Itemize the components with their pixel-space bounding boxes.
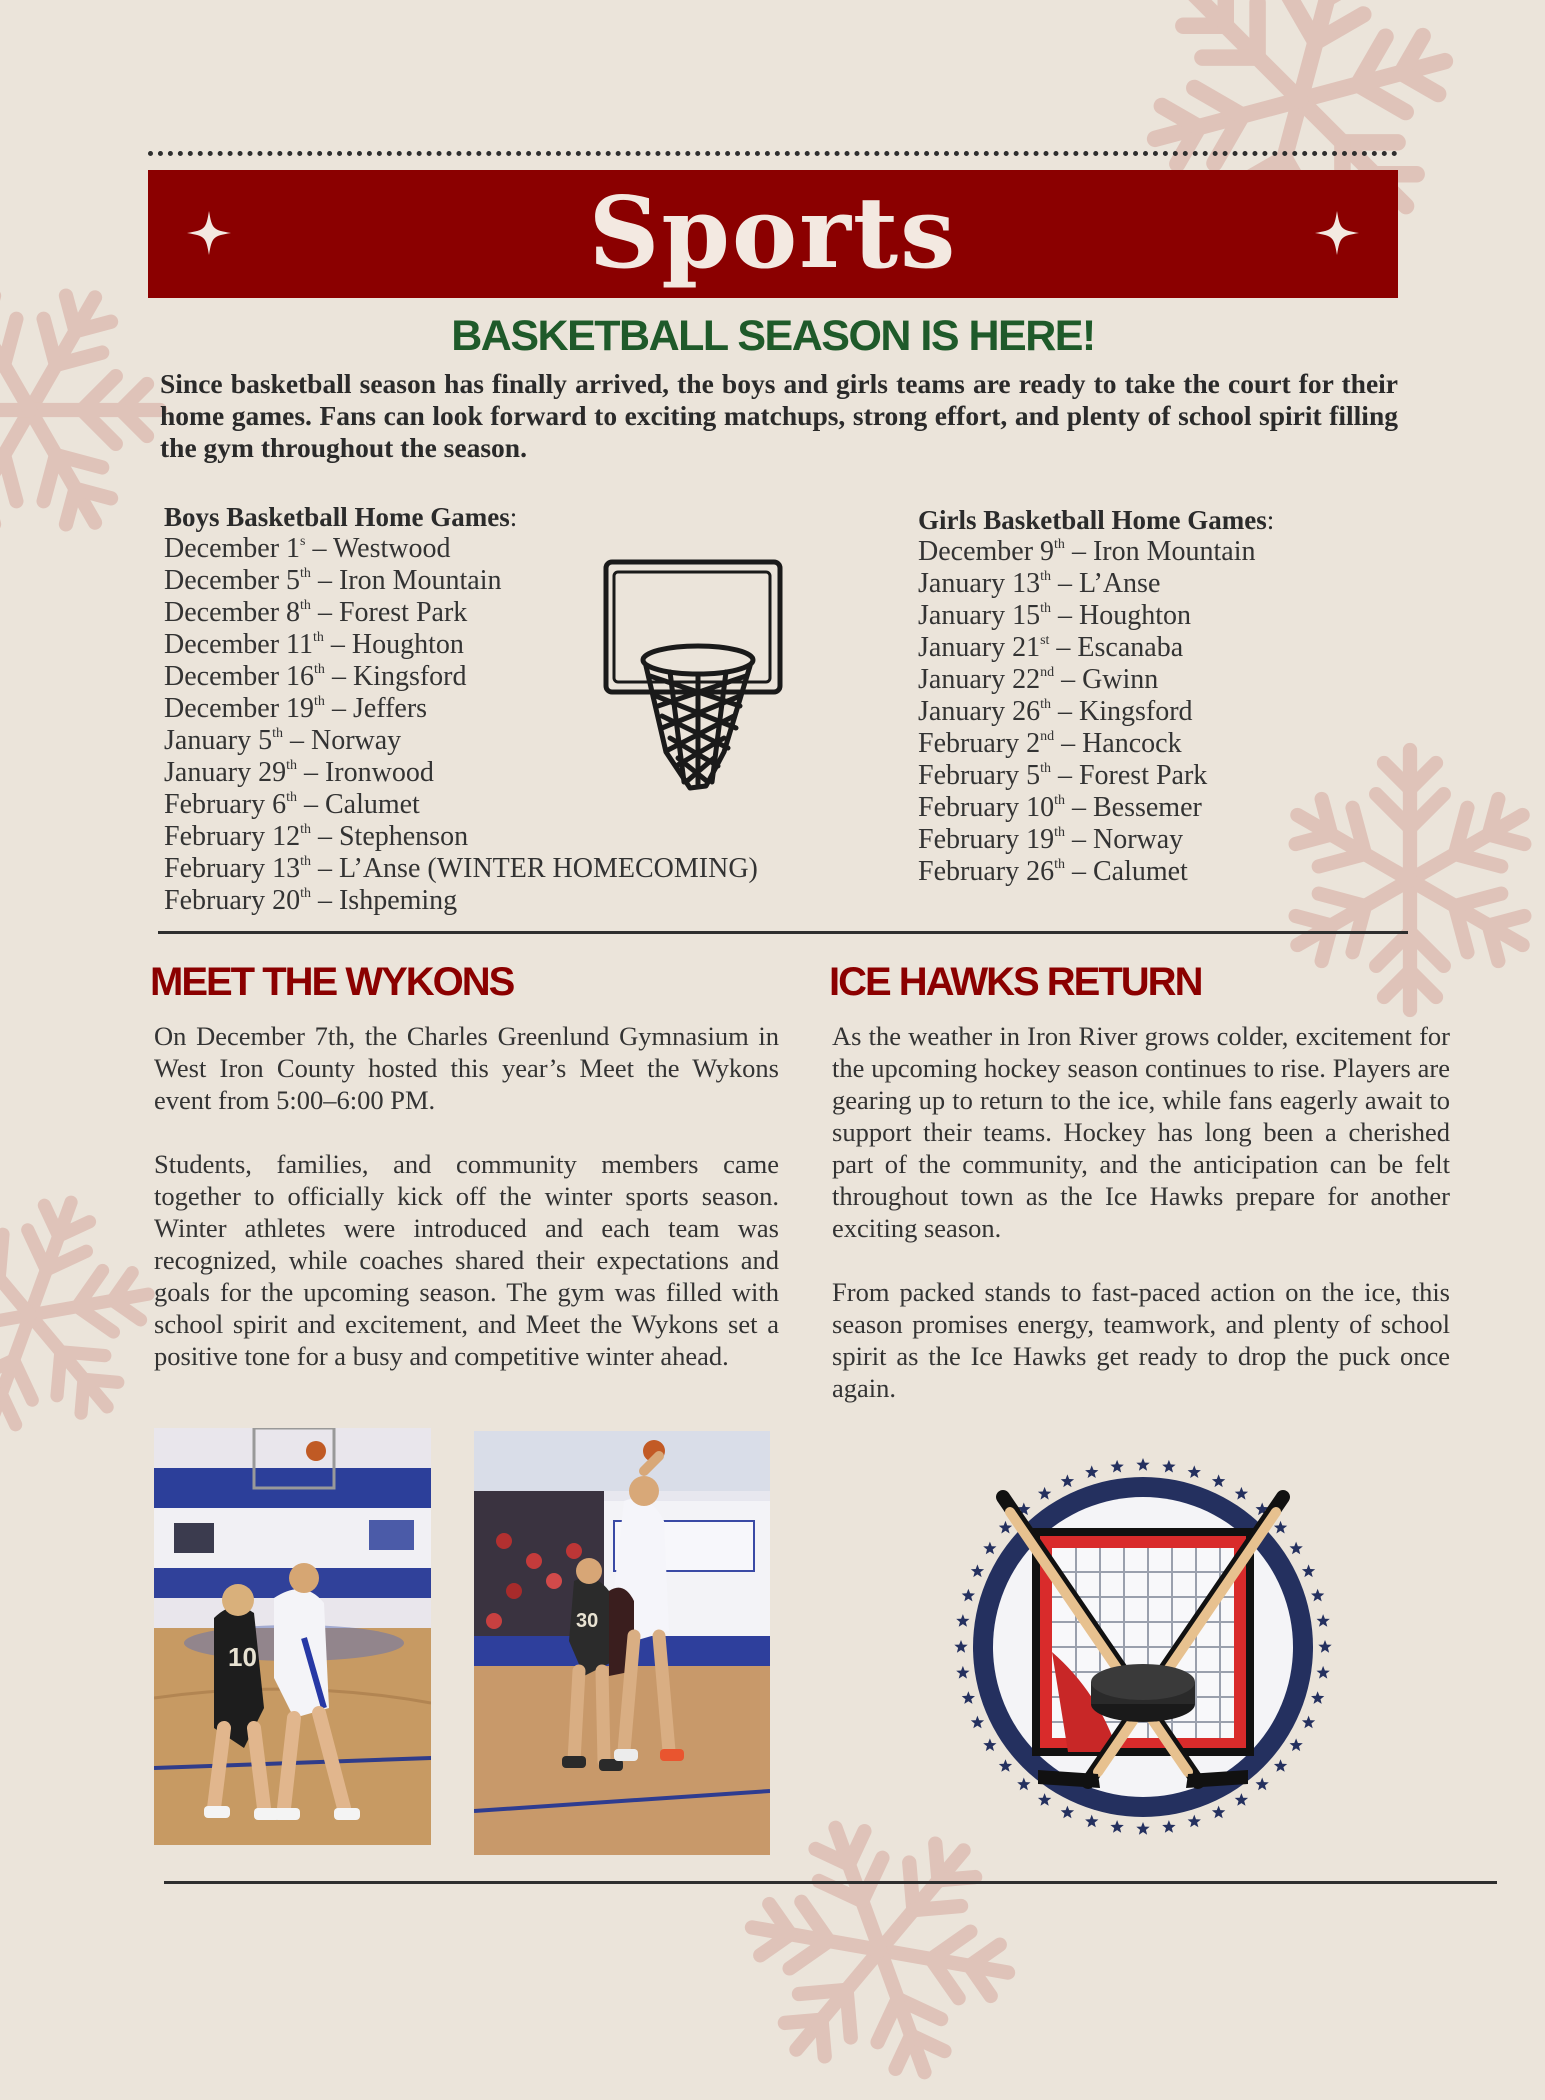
wykons-heading: MEET THE WYKONS — [150, 960, 514, 1004]
star-icon — [1110, 1460, 1123, 1473]
snowflake-icon — [0, 260, 180, 560]
star-icon — [999, 1759, 1012, 1772]
icehawks-article — [832, 1020, 1450, 1436]
snowflake-icon — [1260, 730, 1545, 1030]
basketball-hoop-icon — [600, 556, 790, 801]
hockey-icon — [948, 1452, 1338, 1847]
star-icon — [956, 1614, 969, 1627]
star-icon — [962, 1691, 975, 1704]
star-icon — [1318, 1640, 1331, 1653]
star-icon — [1162, 1460, 1175, 1473]
star-icon — [1290, 1738, 1303, 1751]
girls-schedule-title: Girls Basketball Home Games — [918, 505, 1267, 535]
star-icon — [1110, 1820, 1123, 1833]
icehawks-paragraph-2: From packed stands to fast-paced action on the ice, this season promises energy, teamwork, and plenty of school spirit as the Ice Hawks get ready to drop the puck once again. — [832, 1277, 1450, 1403]
game-item: January 13th – L’Anse — [918, 568, 1161, 599]
wykons-paragraph-2: Students, families, and community members came together to officially kick off the winter sports season. Winter athletes were introduced and each team was recognized, while coaches shared their expectations and goals for the upcoming season. The gym was filled with school spirit and excitement, and Meet the Wykons set a positive tone for a busy and competitive winter ahead. — [154, 1149, 779, 1371]
game-item: February 20th – Ishpeming — [164, 885, 458, 916]
star-icon — [1038, 1793, 1051, 1806]
boys-schedule-title: Boys Basketball Home Games — [164, 502, 510, 532]
girls-games-list — [918, 536, 1274, 888]
star-icon — [954, 1640, 967, 1653]
game-item: January 29th – Ironwood — [164, 757, 434, 788]
star-icon — [1085, 1465, 1098, 1478]
star-icon — [1235, 1793, 1248, 1806]
star-icon — [1317, 1666, 1330, 1679]
dotted-divider — [148, 151, 1398, 156]
wykons-article — [154, 1020, 779, 1404]
star-icon — [1317, 1614, 1330, 1627]
star-icon — [962, 1589, 975, 1602]
star-icon — [1290, 1542, 1303, 1555]
star-icon — [1274, 1521, 1287, 1534]
basketball-photo-1 — [154, 1428, 431, 1845]
star-icon — [1274, 1759, 1287, 1772]
game-item: February 26th – Calumet — [918, 856, 1188, 887]
jersey-number: 10 — [228, 1642, 257, 1672]
game-item: December 8th – Forest Park — [164, 597, 468, 628]
icehawks-paragraph-1: As the weather in Iron River grows colder, excitement for the upcoming hockey season continues to rise. Players are gearing up to return to the ice, while fans eagerly await to support their teams. Hockey has long been a cherished part of the community, and the anticipation can be felt throughout town as the Ice Hawks prepare for another exciting season. — [832, 1021, 1450, 1243]
wykons-paragraph-1: On December 7th, the Charles Greenlund Gymnasium in West Iron County hosted this year’s Meet the Wykons event from 5:00–6:00 PM. — [154, 1021, 779, 1115]
game-item: January 26th – Kingsford — [918, 696, 1193, 727]
star-icon — [983, 1542, 996, 1555]
star-icon — [1311, 1691, 1324, 1704]
star-icon — [1235, 1487, 1248, 1500]
star-icon — [1212, 1474, 1225, 1487]
star-icon — [1085, 1815, 1098, 1828]
game-item: February 5th – Forest Park — [918, 760, 1208, 791]
game-item: February 10th – Bessemer — [918, 792, 1202, 823]
icehawks-heading: ICE HAWKS RETURN — [829, 960, 1202, 1004]
star-icon — [1038, 1487, 1051, 1500]
game-item: February 12th – Stephenson — [164, 821, 469, 852]
banner-title: Sports — [588, 176, 958, 291]
game-item: February 6th – Calumet — [164, 789, 420, 820]
star-icon — [1302, 1564, 1315, 1577]
star-icon — [1162, 1820, 1175, 1833]
game-item: January 15th – Houghton — [918, 600, 1191, 631]
star-icon — [983, 1738, 996, 1751]
game-item: February 13th – L’Anse (WINTER HOMECOMING) — [164, 853, 758, 884]
headline: BASKETBALL SEASON IS HERE! — [451, 312, 1095, 360]
game-item: December 5th – Iron Mountain — [164, 565, 502, 596]
game-item: January 21st – Escanaba — [918, 632, 1184, 663]
star-icon — [1256, 1778, 1269, 1791]
star-icon — [1302, 1716, 1315, 1729]
star-icon — [1061, 1474, 1074, 1487]
basketball-photo-2 — [474, 1431, 770, 1855]
star-icon — [1188, 1465, 1201, 1478]
star-icon — [999, 1521, 1012, 1534]
jersey-number: 30 — [576, 1610, 599, 1632]
sparkle-icon — [1314, 210, 1360, 261]
snowflake-icon — [0, 1175, 170, 1455]
star-icon — [971, 1564, 984, 1577]
star-icon — [1136, 1458, 1149, 1471]
game-item: December 1$^s$ – Westwood — [164, 533, 451, 564]
game-item: February 19th – Norway — [918, 824, 1184, 855]
boys-schedule: Boys Basketball Home Games: December 1$^s$ – Westwood December 5th – Iron Mountain December 8th – Forest Park December 11th – Houghton December 16th – Kingsford December 19th – Jeffers January 5th – Norway January 29th – Ironwood February 6th – Calumet February 12th – Stephenson February 13th – L’Anse (WINTER HOMECOMING) February 20th – Ishpeming — [164, 502, 758, 916]
game-item: December 11th – Houghton — [164, 629, 464, 660]
sports-banner — [148, 170, 1398, 298]
star-icon — [1311, 1589, 1324, 1602]
intro-paragraph: Since basketball season has finally arrived, the boys and girls teams are ready to take the court for their home games. Fans can look forward to exciting matchups, strong effort, and plenty of school spirit filling the gym throughout the season. — [160, 368, 1398, 463]
game-item: December 19th – Jeffers — [164, 693, 428, 724]
game-item: December 16th – Kingsford — [164, 661, 467, 692]
girls-schedule: Girls Basketball Home Games: December 9th – Iron Mountain January 13th – L’Anse January 15th – Houghton January 21st – Escanaba January 22nd – Gwinn January 26th – Kingsford February 2nd – Hancock February 5th – Forest Park February 10th – Bessemer February 19th – Norway February 26th – Calumet — [918, 505, 1275, 887]
star-icon — [971, 1716, 984, 1729]
game-item: January 5th – Norway — [164, 725, 402, 756]
bottom-divider — [164, 1881, 1497, 1884]
star-icon — [1061, 1806, 1074, 1819]
star-icon — [1212, 1806, 1225, 1819]
game-item: January 22nd – Gwinn — [918, 664, 1159, 695]
star-icon — [1017, 1778, 1030, 1791]
game-item: February 2nd – Hancock — [918, 728, 1182, 759]
star-icon — [1136, 1822, 1149, 1835]
section-divider — [158, 931, 1408, 934]
star-icon — [956, 1666, 969, 1679]
game-item: December 9th – Iron Mountain — [918, 536, 1256, 567]
star-icon — [1188, 1815, 1201, 1828]
